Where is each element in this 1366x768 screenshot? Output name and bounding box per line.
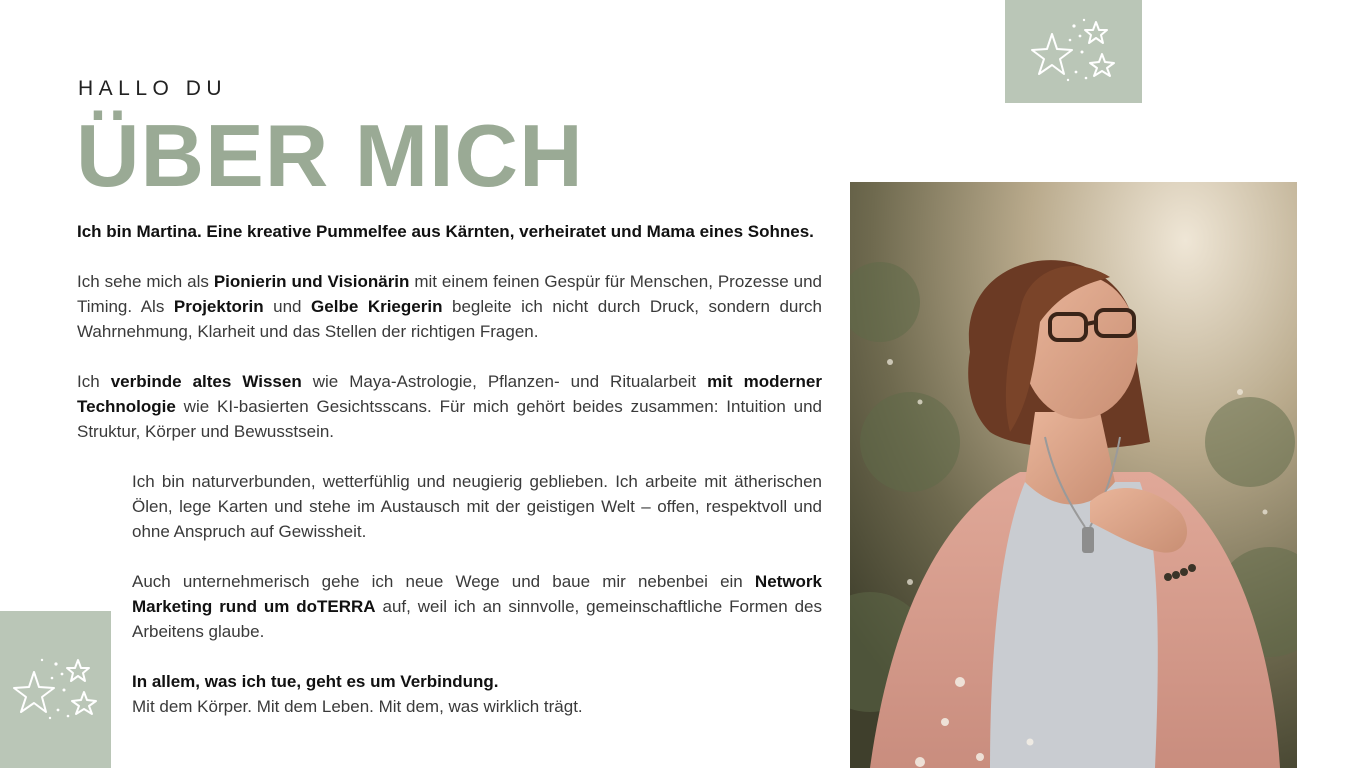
kicker: HALLO DU [78,77,228,100]
text: wie KI-basierten Gesichtsscans. Für mich gehört beides zusammen: Intuition und Struktur, Körper und Bewusstsein. [77,397,822,441]
text: wie Maya-Astrologie, Pflanzen- und Ritualarbeit [301,372,708,391]
closing-line: Mit dem Körper. Mit dem Leben. Mit dem, was wirklich trägt. [132,697,583,716]
highlight: verbinde altes Wissen [110,372,302,391]
text: mit einem feinen Gespür für Menschen, Prozesse und Timing. Als [77,272,822,316]
paragraph-business [132,569,822,644]
highlight: mit moderner Technologie [77,372,822,416]
text: auf, weil ich an sinnvolle, gemeinschaftliche Formen des Arbeitens glaube. [132,597,822,641]
highlight: Pionierin und Visionärin [213,272,410,291]
highlight: Network Marketing rund um doTERRA [132,572,822,616]
paragraph-knowledge [77,369,822,444]
closing-statement: In allem, was ich tue, geht es um Verbindung. [132,672,499,691]
text: und [263,297,312,316]
highlight: Gelbe Kriegerin [311,297,443,316]
about-text [77,219,822,744]
paragraph-closing [132,669,822,719]
paragraph-nature: Ich bin naturverbunden, wetterfühlig und neugierig geblieben. Ich arbeite mit ätherischen Ölen, lege Karten und stehe im Austausch mit der geistigen Welt – offen, respektvoll und ohne Anspruch auf Gewissheit. [132,472,822,541]
paragraph-pioneer [77,269,822,344]
stars-decoration-top [1005,0,1142,103]
page-title: ÜBER MICH [76,106,584,205]
highlight: Projektorin [173,297,264,316]
text: Ich sehe mich als [77,272,214,291]
portrait-photo [850,182,1297,768]
stars-icon [1024,12,1124,92]
text: Auch unternehmerisch gehe ich neue Wege und baue mir nebenbei ein [132,572,755,591]
intro-paragraph: Ich bin Martina. Eine kreative Pummelfee aus Kärnten, verheiratet und Mama eines Sohnes. [77,222,814,241]
text: Ich [77,372,111,391]
text: begleite ich nicht durch Druck, sondern durch Wahrnehmung, Klarheit und das Stellen der richtigen Fragen. [77,297,822,341]
portrait-image [850,182,1297,768]
